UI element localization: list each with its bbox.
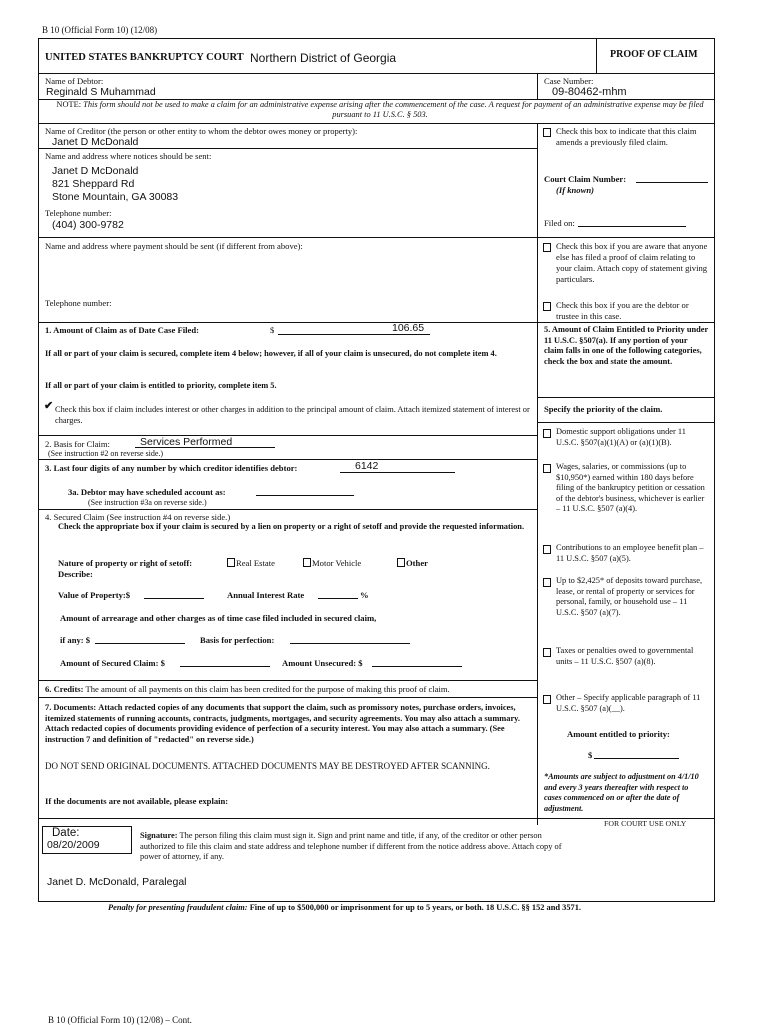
perfection-label: Basis for perfection: bbox=[200, 635, 275, 645]
not-available-label: If the documents are not available, please explain: bbox=[45, 796, 229, 806]
signature-text: The person filing this claim must sign it. Sign and print name and title, if any, of the creditor or other person authorized to file this claim and state address and telephone number if different from the notice address above. Attach copy of power of attorney, if any. bbox=[140, 831, 562, 861]
if-any-label: if any: $ bbox=[60, 635, 91, 645]
filed-on-label: Filed on: bbox=[544, 218, 575, 228]
aware-checkbox[interactable] bbox=[543, 243, 551, 252]
date-label: Date: bbox=[52, 827, 80, 839]
last-four-value: 6142 bbox=[355, 460, 379, 472]
scheduled-sub: (See instruction #3a on reverse side.) bbox=[88, 498, 207, 507]
credits bbox=[45, 684, 450, 694]
amend-text: Check this box to indicate that this claim amends a previously filed claim. bbox=[556, 126, 697, 147]
value-property-label: Value of Property:$ bbox=[58, 590, 131, 600]
debtor-name: Reginald S Muhammad bbox=[46, 86, 156, 98]
aware-text: Check this box if you are aware that anyone else has filed a proof of claim relating to your claim. Attach copy of statement giving particulars. bbox=[556, 241, 708, 284]
amend-checkbox[interactable] bbox=[543, 128, 551, 137]
amount-currency: $ bbox=[270, 325, 275, 335]
other-priority-checkbox[interactable] bbox=[543, 695, 551, 704]
amount-value: 106.65 bbox=[392, 322, 425, 334]
creditor-label: Name of Creditor (the person or other entity to whom the debtor owes money or property): bbox=[45, 126, 358, 136]
secured-desc: Check the appropriate box if your claim is secured by a lien on property or a right of setoff and provide the requested information. bbox=[58, 522, 525, 531]
taxes-text: Taxes or penalties owed to governmental units – 11 U.S.C. §507 (a)(8). bbox=[556, 646, 694, 666]
court-name: UNITED STATES BANKRUPTCY COURT bbox=[45, 52, 244, 63]
taxes-checkbox[interactable] bbox=[543, 648, 551, 657]
other-label: Other bbox=[406, 558, 428, 568]
amount-label bbox=[45, 325, 199, 335]
note bbox=[55, 100, 705, 120]
wages-text: Wages, salaries, or commissions (up to $10,950*) earned within 180 days before filing of the bankruptcy petition or cessation of the debtor's business, whichever is earlier – 11 U.S.C. §507 (a)(4). bbox=[556, 462, 705, 513]
wages-checkbox[interactable] bbox=[543, 464, 551, 473]
basis-value: Services Performed bbox=[140, 436, 233, 448]
note-text: This form should not be used to make a claim for an administrative expense arising after the commencement of the case. A request for payment of an administrative expense may be filed pursuant to 11 U.S.C. § 503. bbox=[83, 100, 704, 119]
other-priority-text: Other – Specify applicable paragraph of 11 U.S.C. §507 (a)(__). bbox=[556, 693, 701, 713]
case-number-label: Case Number: bbox=[544, 76, 594, 86]
interest-check-mark[interactable]: ✔ bbox=[44, 400, 54, 412]
real-estate-label: Real Estate bbox=[236, 558, 275, 568]
basis-label: 2. Basis for Claim: bbox=[45, 439, 110, 449]
interest-pct: % bbox=[360, 590, 369, 600]
describe-label: Describe: bbox=[58, 569, 93, 579]
amount-priority-dollar: $ bbox=[588, 750, 593, 760]
motor-vehicle-label: Motor Vehicle bbox=[312, 558, 362, 568]
amount-p2: If all or part of your claim is entitled to priority, complete item 5. bbox=[45, 381, 277, 390]
creditor-name: Janet D McDonald bbox=[52, 136, 139, 148]
penalty-lead: Penalty for presenting fraudulent claim: bbox=[108, 903, 248, 912]
court-claim-sub: (If known) bbox=[556, 185, 594, 195]
scheduled-label: 3a. Debtor may have scheduled account as: bbox=[68, 487, 226, 497]
notice-address-2: 821 Sheppard Rd bbox=[52, 178, 135, 190]
column-divider bbox=[537, 123, 538, 825]
amount-label-text: 1. Amount of Claim as of Date Case Filed: bbox=[45, 325, 199, 335]
payment-phone-label: Telephone number: bbox=[45, 298, 112, 308]
documents-warning: DO NOT SEND ORIGINAL DOCUMENTS. ATTACHED DOCUMENTS MAY BE DESTROYED AFTER SCANNING. bbox=[45, 761, 490, 771]
amount-p1: If all or part of your claim is secured, complete item 4 below; however, if all of your claim is unsecured, do not complete item 4. bbox=[45, 349, 497, 358]
documents bbox=[45, 703, 525, 745]
notice-label: Name and address where notices should be sent: bbox=[45, 151, 212, 161]
form-id: B 10 (Official Form 10) (12/08) bbox=[42, 25, 158, 35]
last-four-label: 3. Last four digits of any number by which creditor identifies debtor: bbox=[45, 463, 298, 473]
domestic-support-checkbox[interactable] bbox=[543, 429, 551, 438]
debtor-checkbox[interactable] bbox=[543, 302, 551, 311]
real-estate-checkbox[interactable] bbox=[227, 558, 235, 567]
nature-label: Nature of property or right of setoff: bbox=[58, 558, 193, 568]
secured-amount-label: Amount of Secured Claim: $ bbox=[60, 658, 165, 668]
deposits-text: Up to $2,425* of deposits toward purchase, lease, or rental of property or services for personal, family, or household use – 11 U.S.C. §507 (a)(7). bbox=[556, 576, 703, 617]
priority-specify: Specify the priority of the claim. bbox=[544, 404, 663, 414]
phone-label: Telephone number: bbox=[45, 208, 112, 218]
payment-label: Name and address where payment should be sent (if different from above): bbox=[45, 241, 303, 251]
penalty bbox=[108, 903, 581, 913]
arrearage-label: Amount of arrearage and other charges as of time case filed included in secured claim, bbox=[60, 613, 377, 623]
district-name: Northern District of Georgia bbox=[250, 51, 397, 65]
secured-label: 4. Secured Claim (See instruction #4 on reverse side.) bbox=[45, 512, 231, 522]
court-claim-label: Court Claim Number: bbox=[544, 174, 627, 184]
phone-number: (404) 300-9782 bbox=[52, 219, 124, 231]
signer-name: Janet D. McDonald, Paralegal bbox=[47, 876, 187, 888]
note-lead: NOTE: bbox=[56, 100, 82, 109]
documents-label: 7. Documents: bbox=[45, 703, 97, 712]
interest-text: Check this box if claim includes interest or other charges in addition to the principal amount of claim. Attach itemized statement of interest or charges. bbox=[55, 405, 530, 425]
notice-address-3: Stone Mountain, GA 30083 bbox=[52, 191, 179, 203]
domestic-support-text: Domestic support obligations under 11 U.S.C. §507(a)(1)(A) or (a)(1)(B). bbox=[556, 427, 686, 447]
amount-priority-label: Amount entitled to priority: bbox=[567, 729, 670, 739]
basis-sub: (See instruction #2 on reverse side.) bbox=[48, 449, 164, 458]
interest-rate-label: Annual Interest Rate bbox=[227, 590, 305, 600]
motor-vehicle-checkbox[interactable] bbox=[303, 558, 311, 567]
debtor-text: Check this box if you are the debtor or trustee in this case. bbox=[556, 300, 689, 321]
signature-label: Signature: bbox=[140, 831, 178, 840]
penalty-text: Fine of up to $500,000 or imprisonment for up to 5 years, or both. 18 U.S.C. §§ 152 and 3571. bbox=[249, 903, 581, 912]
case-number: 09-80462-mhm bbox=[552, 86, 627, 98]
contributions-checkbox[interactable] bbox=[543, 545, 551, 554]
date-value[interactable]: 08/20/2009 bbox=[47, 839, 100, 851]
documents-text: Attach redacted copies of any documents that support the claim, such as promissory notes, purchase orders, invoices, itemized statements of running accounts, contracts, judgments, mortgages, and security agreements. You may also attach a summary. Attach redacted copies of documents providing evidence of perfection of a security interest. You may also attach a summary. (See instruction 7 and definition of "redacted" on reverse side.) bbox=[45, 703, 520, 744]
credits-label: 6. Credits: bbox=[45, 684, 84, 694]
form-title: PROOF OF CLAIM bbox=[610, 49, 698, 60]
priority-label: 5. Amount of Claim Entitled to Priority under 11 U.S.C. §507(a). If any portion of your claim falls in one of the following categories, check the box and state the amount. bbox=[544, 325, 709, 366]
debtor-label: Name of Debtor: bbox=[45, 76, 104, 86]
other-checkbox[interactable] bbox=[397, 558, 405, 567]
notice-address-1: Janet D McDonald bbox=[52, 165, 139, 177]
deposits-checkbox[interactable] bbox=[543, 578, 551, 587]
priority-footnote: *Amounts are subject to adjustment on 4/1/10 and every 3 years thereafter with respect to cases commenced on or after the date of adjustment. bbox=[544, 772, 699, 813]
unsecured-amount-label: Amount Unsecured: $ bbox=[282, 658, 363, 668]
footer-form-id: B 10 (Official Form 10) (12/08) – Cont. bbox=[48, 1015, 192, 1025]
signature-block bbox=[140, 831, 570, 863]
contributions-text: Contributions to an employee benefit plan – 11 U.S.C. §507 (a)(5). bbox=[556, 543, 704, 563]
credits-text: The amount of all payments on this claim has been credited for the purpose of making this proof of claim. bbox=[85, 684, 450, 694]
court-use-label: FOR COURT USE ONLY bbox=[604, 819, 687, 828]
